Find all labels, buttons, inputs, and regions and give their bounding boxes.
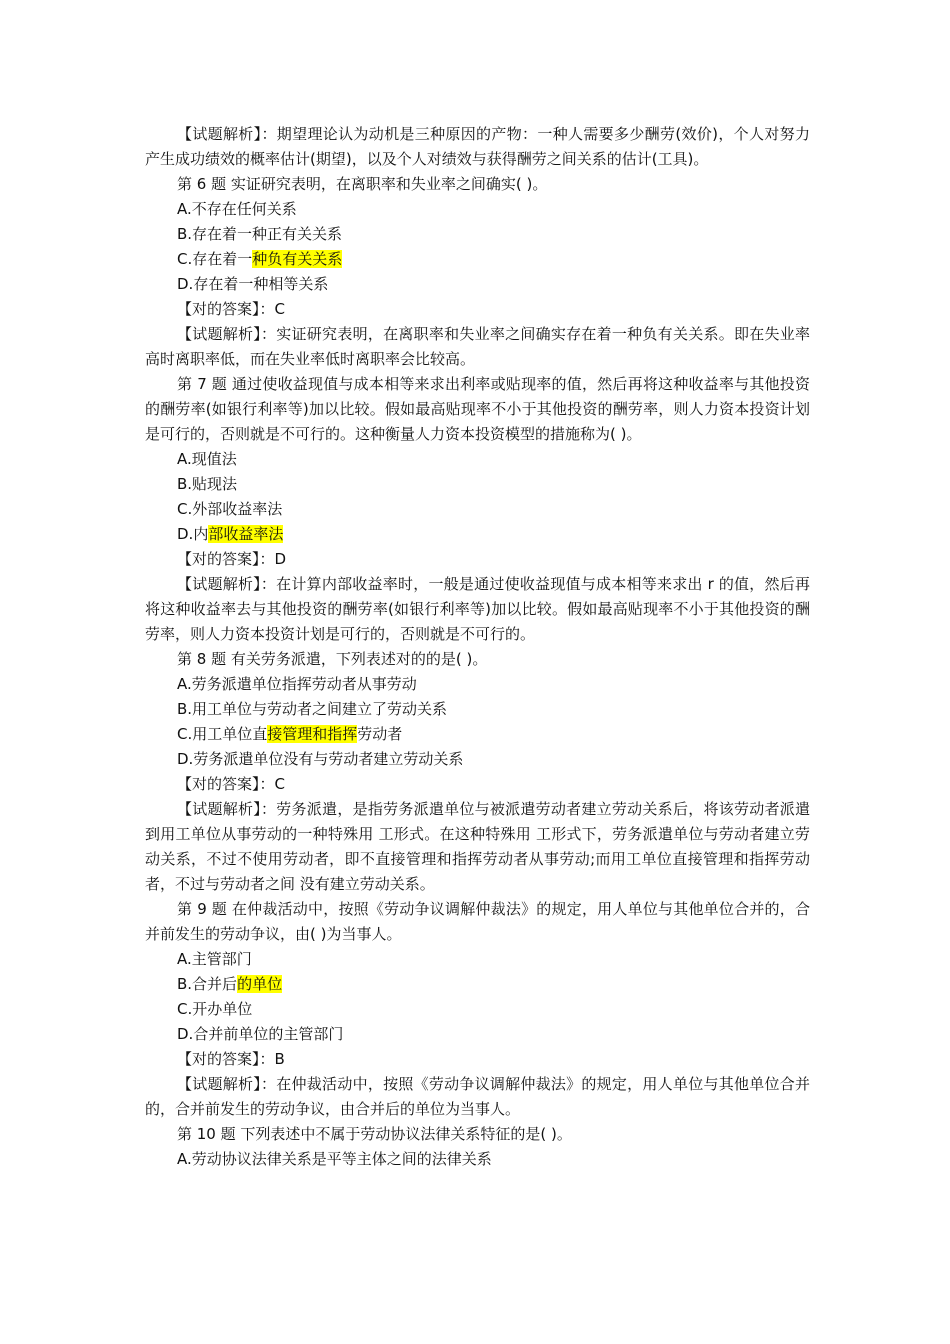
q9-analysis: 【试题解析】：在仲裁活动中，按照《劳动争议调解仲裁法》的规定，用人单位与其他单位合并的，合并前发生的劳动争议，由合并后的单位为当事人。: [145, 1075, 810, 1118]
q6-answer: 【对的答案】：C: [177, 300, 285, 318]
q8-analysis: 【试题解析】：劳务派遣，是指劳务派遣单位与被派遣劳动者建立劳动关系后，将该劳动者派遣到用工单位从事劳动的一种特殊用 工形式。在这种特殊用 工形式下，劳务派遣单位与劳动者建立劳动关系，不过不使用劳动者，即不直接管理和指挥劳动者从事劳动;而用工单位直接管理和指挥劳动者，不过与劳动者之间 没有建立劳动关系。: [145, 800, 810, 893]
highlight-mark: 部收益率法: [208, 525, 284, 543]
q9-answer: 【对的答案】：B: [177, 1050, 285, 1068]
q9-option-a: A.主管部门: [177, 950, 252, 968]
q8-answer: 【对的答案】：C: [177, 775, 285, 793]
q10-option-a: A.劳动协议法律关系是平等主体之间的法律关系: [177, 1150, 492, 1168]
q8-option-b: B.用工单位与劳动者之间建立了劳动关系: [177, 700, 448, 718]
q6-option-d: D.存在着一种相等关系: [177, 275, 329, 293]
highlight-mark: 的单位: [237, 975, 283, 993]
intro-analysis: 【试题解析】：期望理论认为动机是三种原因的产物：一种人需要多少酬劳(效价)，个人对努力产生成功绩效的概率估计(期望)，以及个人对绩效与获得酬劳之间关系的估计(工具)。: [145, 125, 810, 168]
q6-option-b: B.存在着一种正有关关系: [177, 225, 343, 243]
q9-option-c: C.开办单位: [177, 1000, 253, 1018]
q6-option-c: C.存在着一种负有关关系: [177, 250, 343, 268]
q8-option-c: C.用工单位直接管理和指挥劳动者: [177, 725, 403, 743]
q7-option-d: D.内部收益率法: [177, 525, 284, 543]
q7-option-c: C.外部收益率法: [177, 500, 283, 518]
q6-analysis: 【试题解析】：实证研究表明，在离职率和失业率之间确实存在着一种负有关关系。即在失业率高时离职率低，而在失业率低时离职率会比较高。: [145, 325, 810, 368]
q8-question: 第 8 题 有关劳务派遣，下列表述对的的是( )。: [177, 650, 488, 668]
q8-option-d: D.劳务派遣单位没有与劳动者建立劳动关系: [177, 750, 464, 768]
q7-question: 第 7 题 通过使收益现值与成本相等来求出利率或贴现率的值，然后再将这种收益率与其他投资的酬劳率(如银行利率等)加以比较。假如最高贴现率不小于其他投资的酬劳率，则人力资本投资计划是可行的，否则就是不可行的。这种衡量人力资本投资模型的措施称为( )。: [145, 375, 810, 443]
q10-question: 第 10 题 下列表述中不属于劳动协议法律关系特征的是( )。: [177, 1125, 572, 1143]
q9-option-b: B.合并后的单位: [177, 975, 283, 993]
q9-question: 第 9 题 在仲裁活动中，按照《劳动争议调解仲裁法》的规定，用人单位与其他单位合并的，合并前发生的劳动争议，由( )为当事人。: [145, 900, 810, 943]
highlight-mark: 接管理和指挥: [267, 725, 358, 743]
q7-answer: 【对的答案】：D: [177, 550, 287, 568]
q9-option-d: D.合并前单位的主管部门: [177, 1025, 344, 1043]
document-page: [145, 122, 810, 1172]
q8-option-a: A.劳务派遣单位指挥劳动者从事劳动: [177, 675, 417, 693]
q7-option-a: A.现值法: [177, 450, 237, 468]
highlight-mark: 种负有关关系: [252, 250, 343, 268]
q7-analysis: 【试题解析】：在计算内部收益率时，一般是通过使收益现值与成本相等来求出 r 的值，然后再将这种收益率去与其他投资的酬劳率(如银行利率等)加以比较。假如最高贴现率不小于其他投资的酬劳率，则人力资本投资计划是可行的，否则就是不可行的。: [145, 575, 810, 643]
q6-question: 第 6 题 实证研究表明，在离职率和失业率之间确实( )。: [177, 175, 548, 193]
q6-option-a: A.不存在任何关系: [177, 200, 297, 218]
q7-option-b: B.贴现法: [177, 475, 238, 493]
